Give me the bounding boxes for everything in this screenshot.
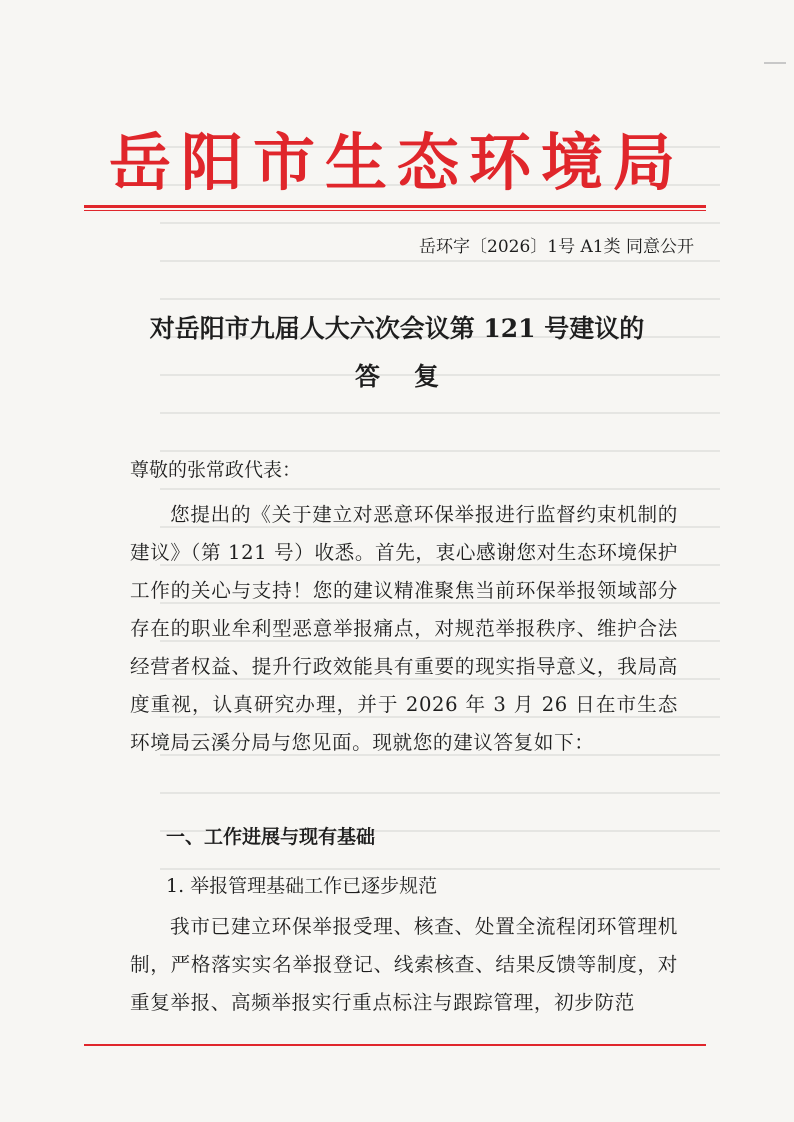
masthead-rule-thick (84, 205, 706, 208)
subsection-heading-1: 1. 举报管理基础工作已逐步规范 (166, 875, 438, 897)
masthead-title: 岳阳市生态环境局 (108, 126, 685, 199)
salutation: 尊敬的张常政代表： (130, 459, 302, 481)
body-paragraph-2: 我市已建立环保举报受理、核查、处置全流程闭环管理机制，严格落实实名举报登记、线索核查、结果反馈等制度，对重复举报、高频举报实行重点标注与跟踪管理，初步防范 (130, 915, 678, 1014)
document-number: 岳环字〔2026〕1号 A1类 同意公开 (419, 237, 694, 257)
document-title-line2: 答复 (354, 362, 473, 391)
document-title-line1: 对岳阳市九届人大六次会议第 121 号建议的 (149, 314, 645, 343)
body-paragraph-1: 您提出的《关于建立对恶意环保举报进行监督约束机制的建议》（第 121 号）收悉。首先，衷心感谢您对生态环境保护工作的关心与支持！您的建议精准聚焦当前环保举报领域部分存在的职业牟利型恶意举报痛点，对规范举报秩序、维护合法经营者权益、提升行政效能具有重要的现实指导意义，我局高度重视，认真研究办理，并于 2026 年 3 月 26 日在市生态环境局云溪分局与您见面。现就您的建议答复如下： (130, 503, 678, 754)
masthead-rule-thin (84, 210, 706, 211)
footer-rule (84, 1044, 706, 1046)
section-heading-1: 一、工作进展与现有基础 (166, 826, 376, 848)
scan-edge-mark (764, 62, 786, 64)
